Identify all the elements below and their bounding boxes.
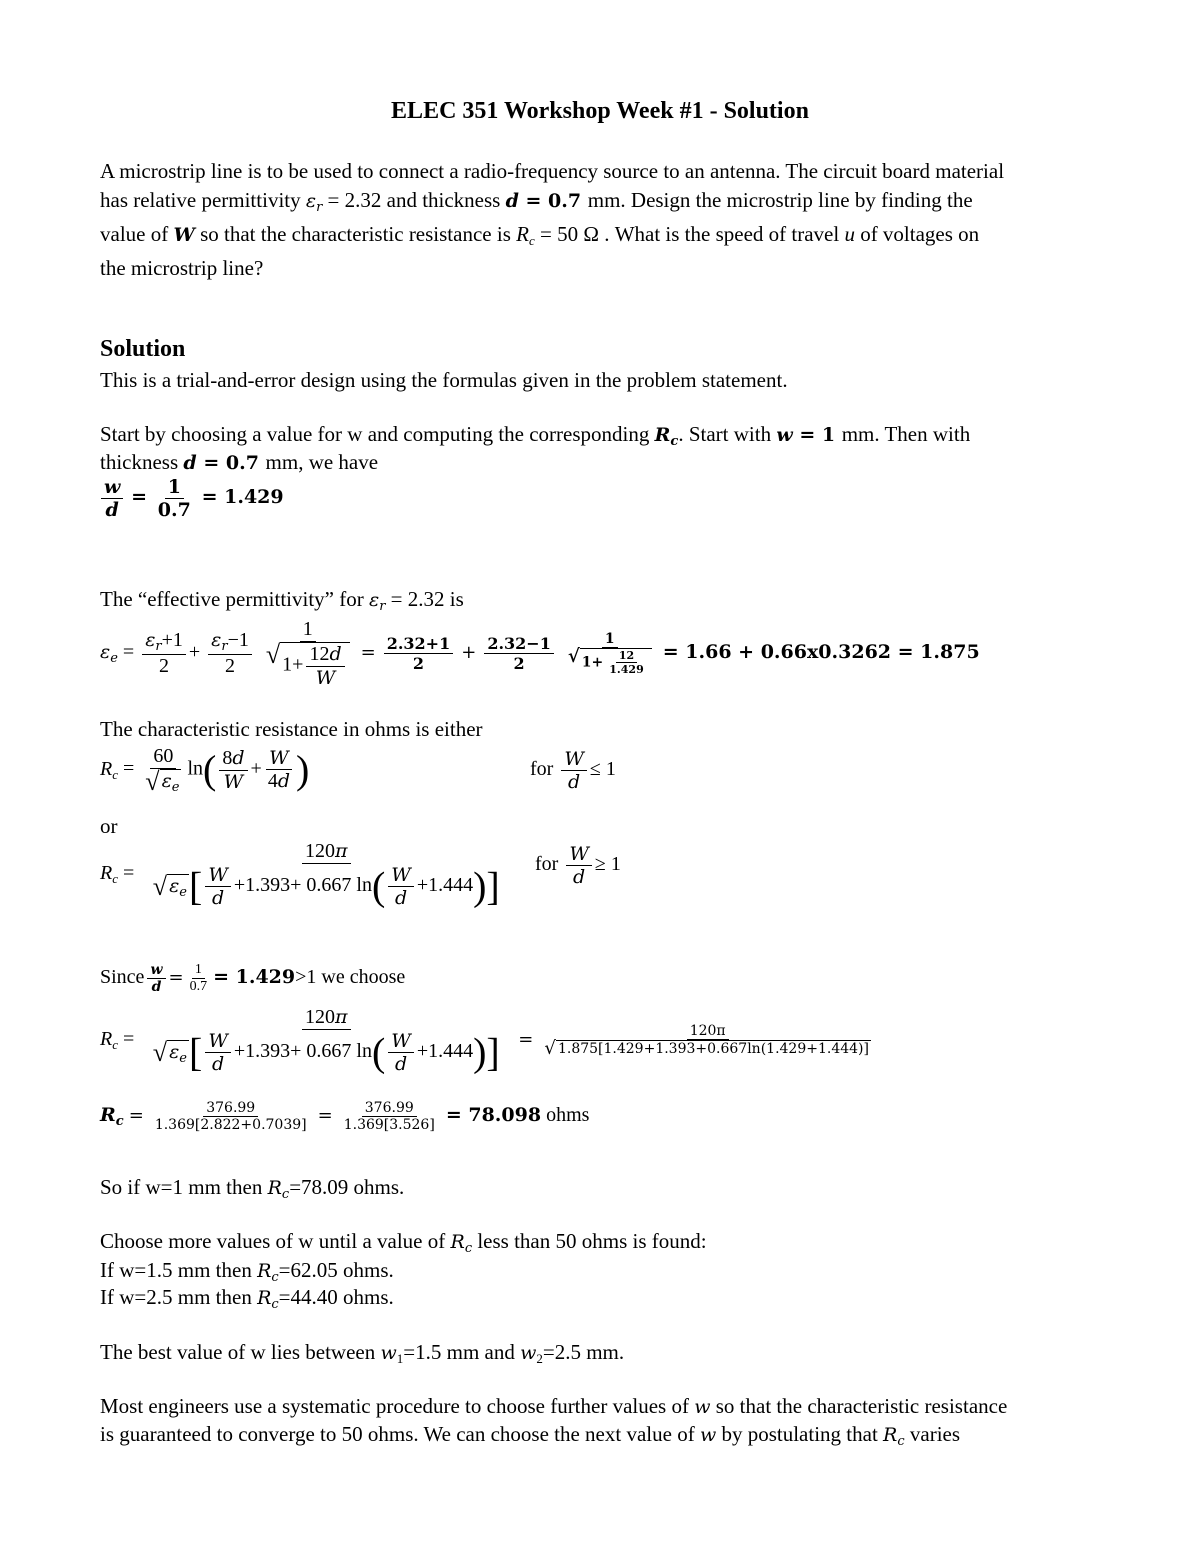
problem-line-3: value of W so that the characteristic resistance is $R_c = 50$ Ω . What is the speed of travel u of voltages on (100, 222, 980, 248)
rc-symbol: $R_c$ (516, 222, 535, 248)
problem-line-1: A microstrip line is to be used to connect a radio-frequency source to an antenna. The circuit board material (100, 159, 1005, 183)
ratio-equation: $\frac{w}{d}$ = $\frac{1}{0.7}$ = 1.429 (98, 476, 284, 521)
epsilon-r-symbol: $\varepsilon_r$ (305, 190, 323, 215)
rc-intro: The characteristic resistance in ohms is either (100, 717, 483, 741)
start-line-1: Start by choosing a value for w and computing the corresponding $R_c$. Start with w = 1 mm. Then with (100, 422, 971, 449)
rc-result-equation: $R_c$ = $\frac{376.99}{1.369[2.822+0.7039]}$ = $\frac{376.99}{1.369[3.526]}$ = 78.098 ohms (100, 1100, 590, 1133)
rc-substituted-equation: $R_c$ = 120π √ $\varepsilon_e$ [ $\frac{W}{d}$ +1.393+ 0.667 ln( $\frac{W}{d}$ +1.444)] = 120π √ 1.875[1.429+1.393+0.667ln(1.429+1.444)] (100, 1006, 869, 1075)
most-engineers-line-2: is guaranteed to converge to 50 ohms. We can choose the next value of w by postulating that $R_c$ varies (100, 1422, 961, 1449)
effective-permittivity-intro: The “effective permittivity” for $\varepsilon_r = 2.32$ is (100, 587, 464, 614)
thickness-symbol: d (505, 190, 519, 212)
rc-condition-wide: for $\frac{W}{d}$ ≥ 1 (535, 843, 621, 888)
choose-line: Choose more values of w until a value of $R_c$ less than 50 ohms is found: (100, 1229, 707, 1256)
width-symbol: W (173, 224, 195, 246)
so-if-line: So if w=1 mm then $R_c=78.09$ ohms. (100, 1175, 405, 1202)
rc-formula-wide: $R_c$ = 120π √ $\varepsilon_e$ [ $\frac{W}{d}$ +1.393+ 0.667 ln( $\frac{W}{d}$ +1.444)] (100, 840, 500, 909)
effective-permittivity-equation: $\varepsilon_e$ = $\frac{\varepsilon_r+1}{2}$ + $\frac{\varepsilon_r-1}{2}$ 1 √ 1+ $\frac{12d}{W}$ = $\frac{2.32+1}{2}$ + $\frac{2.32-1}{2}$ 1 √ 1+ $\frac{12}{1.429}$ = 1.66 + 0.66x0.3262 = 1.875 (100, 618, 980, 689)
best-value-line: The best value of w lies between $w_1=1.5$ mm and $w_2=2.5$ mm. (100, 1340, 625, 1366)
solution-heading: Solution (100, 336, 186, 362)
or-text: or (100, 814, 118, 838)
since-line: Since $\frac{w}{d}$ = $\frac{1}{0.7}$ = 1.429>1 we choose (100, 962, 406, 995)
if-line-1: If w=1.5 mm then $R_c=62.05$ ohms. (100, 1258, 394, 1285)
rc-condition-narrow: for $\frac{W}{d}$ ≤ 1 (530, 748, 616, 793)
rc-formula-narrow: $R_c$ = 60 √ $\varepsilon_e$ ln( $\frac{8d}{W}$ + $\frac{W}{4d}$ ) (100, 745, 310, 796)
solution-intro: This is a trial-and-error design using the formulas given in the problem statement. (100, 368, 788, 392)
start-line-2: thickness d = 0.7 mm, we have (100, 450, 379, 474)
problem-line-2: has relative permittivity $\varepsilon_r = 2.32$ and thickness d = 0.7 mm. Design the microstrip line by finding the (100, 188, 973, 215)
u-symbol: u (844, 222, 855, 246)
if-line-2: If w=2.5 mm then $R_c=44.40$ ohms. (100, 1285, 394, 1312)
problem-line-4: the microstrip line? (100, 256, 264, 280)
document-title: ELEC 351 Workshop Week #1 - Solution (391, 98, 809, 124)
most-engineers-line-1: Most engineers use a systematic procedure to choose further values of w so that the characteristic resistance (100, 1394, 1008, 1418)
